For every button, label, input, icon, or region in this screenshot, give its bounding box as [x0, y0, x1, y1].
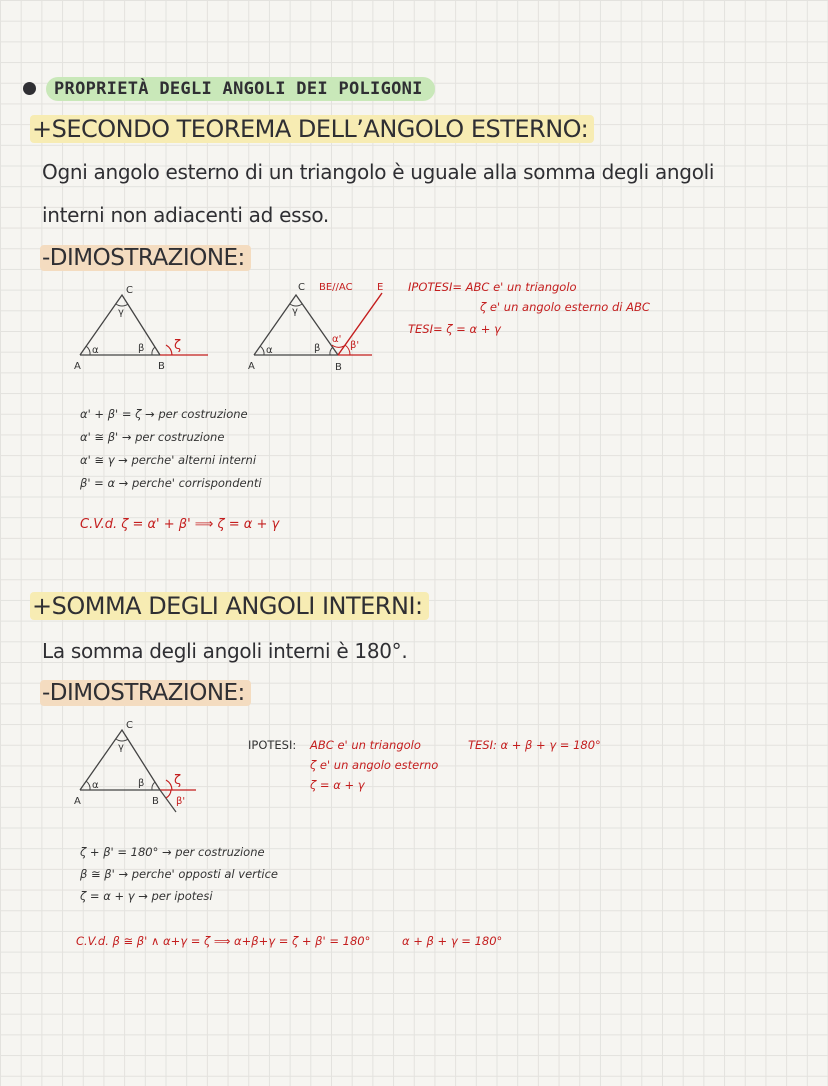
fig2-label-gamma: γ — [292, 306, 298, 317]
theorem2-heading-text: +SOMMA DEGLI ANGOLI INTERNI: — [30, 592, 429, 620]
theorem2-step-2: β ≅ β' → perche' opposti al vertice — [80, 867, 278, 881]
fig3-label-gamma: γ — [118, 742, 124, 753]
fig2-label-beta-prime: β' — [350, 340, 360, 351]
theorem2-statement: La somma degli angoli interni è 180°. — [42, 639, 408, 663]
theorem2-figure — [72, 718, 222, 813]
fig3-label-beta-prime: β' — [176, 796, 186, 807]
theorem2-demo-heading-text: -DIMOSTRAZIONE: — [40, 680, 251, 706]
fig2-label-parallel: BE//AC — [319, 282, 353, 293]
theorem1-step-1: α' + β' = ζ → per costruzione — [80, 407, 248, 421]
theorem2-ipotesi-line2: ζ e' un angolo esterno — [310, 758, 439, 772]
theorem1-heading — [30, 115, 594, 143]
fig1-label-alpha: α — [92, 345, 99, 356]
theorem1-step-2: α' ≅ β' → per costruzione — [80, 430, 225, 444]
theorem2-step-3: ζ = α + γ → per ipotesi — [80, 889, 213, 903]
theorem2-ipotesi-line1: ABC e' un triangolo — [310, 738, 421, 752]
theorem2-ipotesi-label: IPOTESI: — [248, 738, 297, 752]
fig1-label-gamma: γ — [118, 307, 124, 318]
fig2-label-c: C — [298, 282, 305, 293]
theorem2-conclusion: α + β + γ = 180° — [402, 934, 503, 948]
theorem1-step-4: β' = α → perche' corrispondenti — [80, 476, 262, 490]
theorem1-ipotesi-line2: ζ e' un angolo esterno di ABC — [480, 300, 650, 314]
fig2-label-a: A — [248, 361, 255, 372]
theorem1-cvd: C.V.d. ζ = α' + β' ⟹ ζ = α + γ — [80, 517, 280, 532]
bullet-point — [23, 82, 36, 95]
fig1-label-a: A — [74, 361, 81, 372]
theorem2-demo-heading — [40, 680, 251, 706]
theorem1-tesi: TESI= ζ = α + γ — [408, 322, 501, 336]
theorem2-tesi: TESI: α + β + γ = 180° — [468, 738, 601, 752]
fig2-label-alpha: α — [266, 345, 273, 356]
theorem1-step-3: α' ≅ γ → perche' alterni interni — [80, 453, 257, 467]
theorem1-statement-line2: interni non adiacenti ad esso. — [42, 203, 329, 227]
fig2-label-alpha-prime: α' — [332, 334, 342, 345]
theorem1-statement-line1: Ogni angolo esterno di un triangolo è uguale alla somma degli angoli — [42, 160, 715, 184]
fig3-label-b: B — [152, 796, 159, 807]
theorem1-demo-heading — [40, 245, 251, 271]
theorem1-heading-text: +SECONDO TEOREMA DELL’ANGOLO ESTERNO: — [30, 115, 594, 143]
fig2-label-e: E — [377, 282, 384, 293]
theorem1-figure2 — [246, 278, 396, 373]
fig3-label-a: A — [74, 796, 81, 807]
fig2-label-beta: β — [314, 343, 321, 354]
fig3-label-c: C — [126, 720, 133, 731]
theorem1-figure1 — [72, 283, 222, 373]
fig1-label-beta: β — [138, 343, 145, 354]
theorem2-cvd: C.V.d. β ≅ β' ∧ α+γ = ζ ⟹ α+β+γ = ζ + β' = 180° — [76, 934, 371, 948]
theorem1-ipotesi-line1: IPOTESI= ABC e' un triangolo — [408, 280, 577, 294]
fig1-label-zeta: ζ — [174, 338, 182, 353]
fig3-label-zeta: ζ — [174, 773, 182, 788]
fig3-label-alpha: α — [92, 780, 99, 791]
fig1-label-c: C — [126, 285, 133, 296]
theorem2-step-1: ζ + β' = 180° → per costruzione — [80, 845, 265, 859]
section-title: PROPRIETÀ DEGLI ANGOLI DEI POLIGONI — [46, 77, 435, 101]
theorem2-ipotesi-line3: ζ = α + γ — [310, 778, 365, 792]
fig3-label-beta: β — [138, 778, 145, 789]
fig1-label-b: B — [158, 361, 165, 372]
theorem2-heading — [30, 592, 429, 620]
fig2-label-b: B — [335, 362, 342, 373]
theorem1-demo-heading-text: -DIMOSTRAZIONE: — [40, 245, 251, 271]
